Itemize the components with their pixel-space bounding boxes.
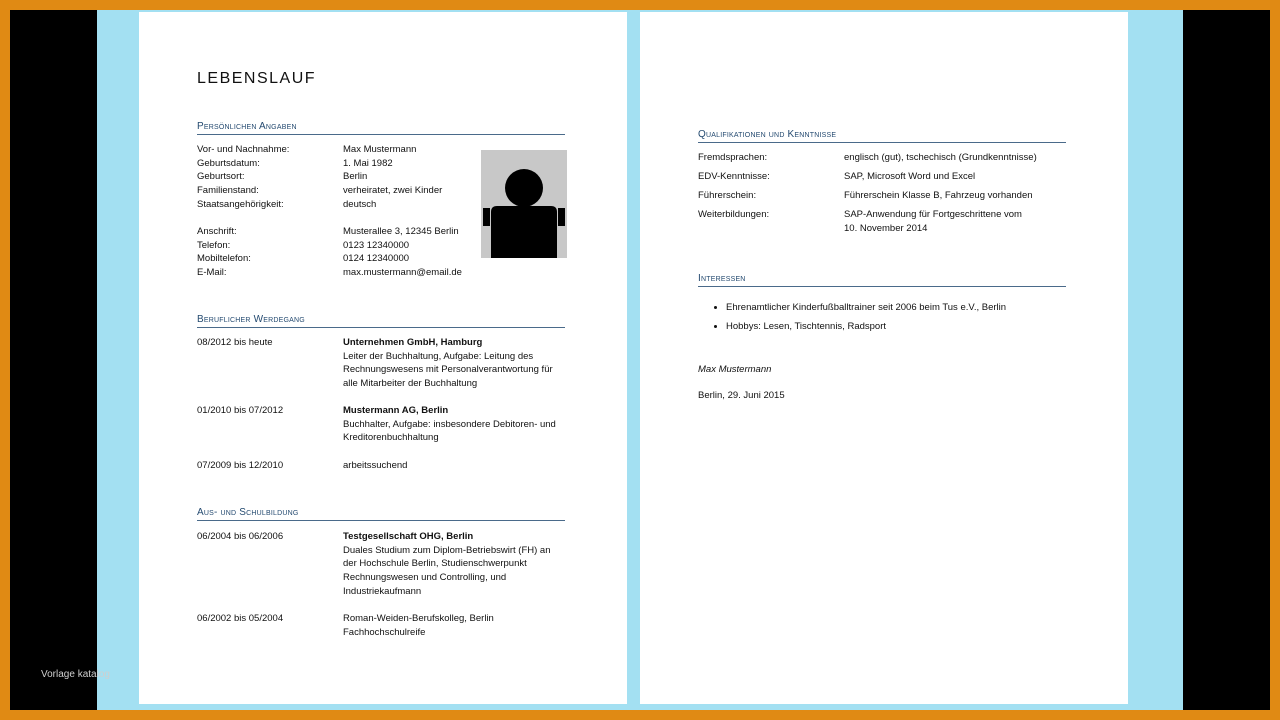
label-mobile: Mobiltelefon:: [197, 253, 251, 265]
qual-label-training: Weiterbildungen:: [698, 209, 770, 220]
career-employer-1: Unternehmen GmbH, Hamburg: [343, 337, 483, 348]
qual-label-license: Führerschein:: [698, 190, 757, 201]
value-mobile: 0124 12340000: [343, 253, 410, 265]
profile-photo-placeholder: [481, 150, 567, 258]
resume-page-2: [640, 12, 1128, 704]
watermark-text: Vorlage katalog: [41, 669, 110, 680]
value-address: Musterallee 3, 12345 Berlin: [343, 226, 459, 237]
career-period-3: 07/2009 bis 12/2010: [197, 460, 284, 471]
resume-page-1: [139, 12, 627, 704]
value-nationality: deutsch: [343, 198, 377, 210]
personal-labels: [197, 143, 342, 212]
qual-value-license: Führerschein Klasse B, Fahrzeug vorhanden: [844, 190, 1033, 201]
label-birthdate: Geburtsdatum:: [197, 157, 260, 169]
section-career-heading: Beruflicher Werdegang: [197, 309, 565, 328]
personal-values: [343, 143, 478, 212]
value-name: Max Mustermann: [343, 144, 417, 155]
section-qualifications-heading: Qualifikationen und Kenntnisse: [698, 124, 1066, 143]
education-period-1: 06/2004 bis 06/2006: [197, 531, 284, 542]
label-email: E-Mail:: [197, 267, 227, 279]
person-silhouette-icon: [481, 150, 567, 258]
signature: Max Mustermann: [698, 364, 772, 375]
career-employer-2: Mustermann AG, Berlin: [343, 405, 449, 416]
list-item: • Ehrenamtlicher Kinderfußballtrainer seit 2006 beim Tus e.V., Berlin: [726, 298, 1106, 317]
value-phone: 0123 12340000: [343, 239, 410, 251]
career-period-1: 08/2012 bis heute: [197, 337, 273, 348]
qual-value-it: SAP, Microsoft Word und Excel: [844, 171, 976, 182]
value-birthplace: Berlin: [343, 171, 368, 183]
career-period-2: 01/2010 bis 07/2012: [197, 405, 284, 416]
education-school-2: Roman-Weiden-Berufskolleg, Berlin: [343, 613, 494, 624]
career-entry-2: Mustermann AG, Berlin Buchhalter, Aufgabe: insbesondere Debitoren- und Kreditorenbuchhaltung: [343, 404, 568, 445]
place-date: Berlin, 29. Juni 2015: [698, 390, 785, 401]
label-address: Anschrift:: [197, 226, 237, 237]
section-education-heading: Aus- und Schulbildung: [197, 502, 565, 521]
qual-value-training: SAP-Anwendung für Fortgeschrittene vom 10. November 2014: [844, 209, 1022, 234]
education-period-2: 06/2002 bis 05/2004: [197, 613, 284, 624]
value-marital: verheiratet, zwei Kinder: [343, 185, 443, 197]
education-school-1: Testgesellschaft OHG, Berlin: [343, 531, 474, 542]
career-entry-1: Unternehmen GmbH, Hamburg Leiter der Buchhaltung, Aufgabe: Leitung des Rechnungswesens mit Personalverantwortung für alle Mitarbeiter der Buchhaltung: [343, 336, 568, 391]
education-entry-1: Testgesellschaft OHG, Berlin Duales Studium zum Diplom-Betriebswirt (FH) an der Hochschule Berlin, Studienschwerpunkt Rechnungswesen und Controlling, und Industriekaufmann: [343, 530, 568, 599]
label-marital: Familienstand:: [197, 185, 259, 197]
list-item: • Hobbys: Lesen, Tischtennis, Radsport: [726, 317, 1106, 336]
label-birthplace: Geburtsort:: [197, 171, 245, 183]
label-nationality: Staatsangehörigkeit:: [197, 198, 284, 210]
career-entry-3: arbeitssuchend: [343, 460, 408, 471]
contact-values: [343, 225, 478, 280]
qual-label-it: EDV-Kenntnisse:: [698, 171, 770, 182]
section-personal-heading: Persönlichen Angaben: [197, 116, 565, 135]
qual-value-languages: englisch (gut), tschechisch (Grundkenntnisse): [844, 152, 1037, 163]
qual-label-languages: Fremdsprachen:: [698, 152, 768, 163]
value-birthdate: 1. Mai 1982: [343, 157, 393, 169]
section-interests-heading: Interessen: [698, 268, 1066, 287]
label-name: Vor- und Nachnahme:: [197, 144, 290, 155]
label-phone: Telefon:: [197, 239, 231, 251]
education-entry-2: Roman-Weiden-Berufskolleg, Berlin Fachhochschulreife: [343, 612, 568, 639]
contact-labels: [197, 225, 342, 280]
value-email: max.mustermann@email.de: [343, 267, 462, 279]
interests-list: [698, 298, 1106, 336]
page-title: LEBENSLAUF: [197, 70, 317, 87]
